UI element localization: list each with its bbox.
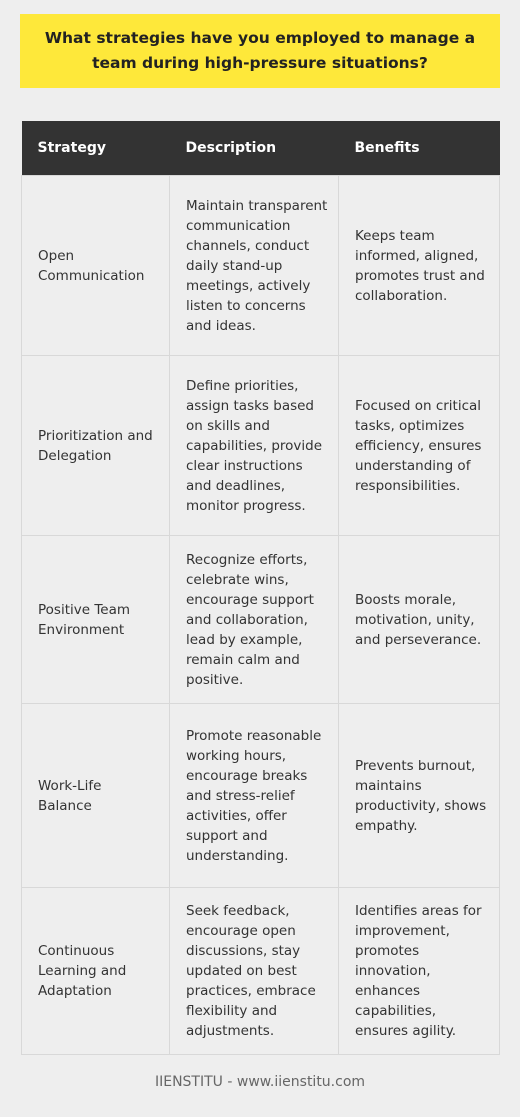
cell-strategy: Positive Team Environment [22, 536, 170, 704]
cell-strategy: Open Communication [22, 176, 170, 356]
strategies-table [21, 121, 500, 1055]
table-row [22, 356, 500, 536]
cell-description: Recognize efforts, celebrate wins, encourage support and collaboration, lead by example, remain calm and positive. [170, 536, 339, 704]
page-title-text: What strategies have you employed to manage a team during high-pressure situations? [44, 29, 476, 72]
cell-benefits: Boosts morale, motivation, unity, and perseverance. [339, 536, 500, 704]
cell-strategy: Prioritization and Delegation [22, 356, 170, 536]
header-description: Description [170, 121, 339, 176]
cell-description: Seek feedback, encourage open discussions, stay updated on best practices, embrace flexibility and adjustments. [170, 888, 339, 1055]
table-header [22, 121, 500, 176]
table-row [22, 176, 500, 356]
table-row [22, 536, 500, 704]
table-row [22, 704, 500, 888]
header-row [22, 121, 500, 176]
cell-strategy: Continuous Learning and Adaptation [22, 888, 170, 1055]
cell-description: Promote reasonable working hours, encourage breaks and stress-relief activities, offer support and understanding. [170, 704, 339, 888]
page-title [20, 14, 500, 88]
table-row [22, 888, 500, 1055]
header-strategy: Strategy [22, 121, 170, 176]
cell-benefits: Prevents burnout, maintains productivity, shows empathy. [339, 704, 500, 888]
cell-description: Define priorities, assign tasks based on skills and capabilities, provide clear instructions and deadlines, monitor progress. [170, 356, 339, 536]
cell-benefits: Identifies areas for improvement, promotes innovation, enhances capabilities, ensures agility. [339, 888, 500, 1055]
cell-description: Maintain transparent communication channels, conduct daily stand-up meetings, actively listen to concerns and ideas. [170, 176, 339, 356]
footer-credit: IIENSTITU - www.iienstitu.com [154, 1074, 366, 1090]
table-body [22, 176, 500, 1055]
header-benefits: Benefits [339, 121, 500, 176]
cell-benefits: Focused on critical tasks, optimizes efficiency, ensures understanding of responsibilities. [339, 356, 500, 536]
cell-strategy: Work-Life Balance [22, 704, 170, 888]
cell-benefits: Keeps team informed, aligned, promotes trust and collaboration. [339, 176, 500, 356]
